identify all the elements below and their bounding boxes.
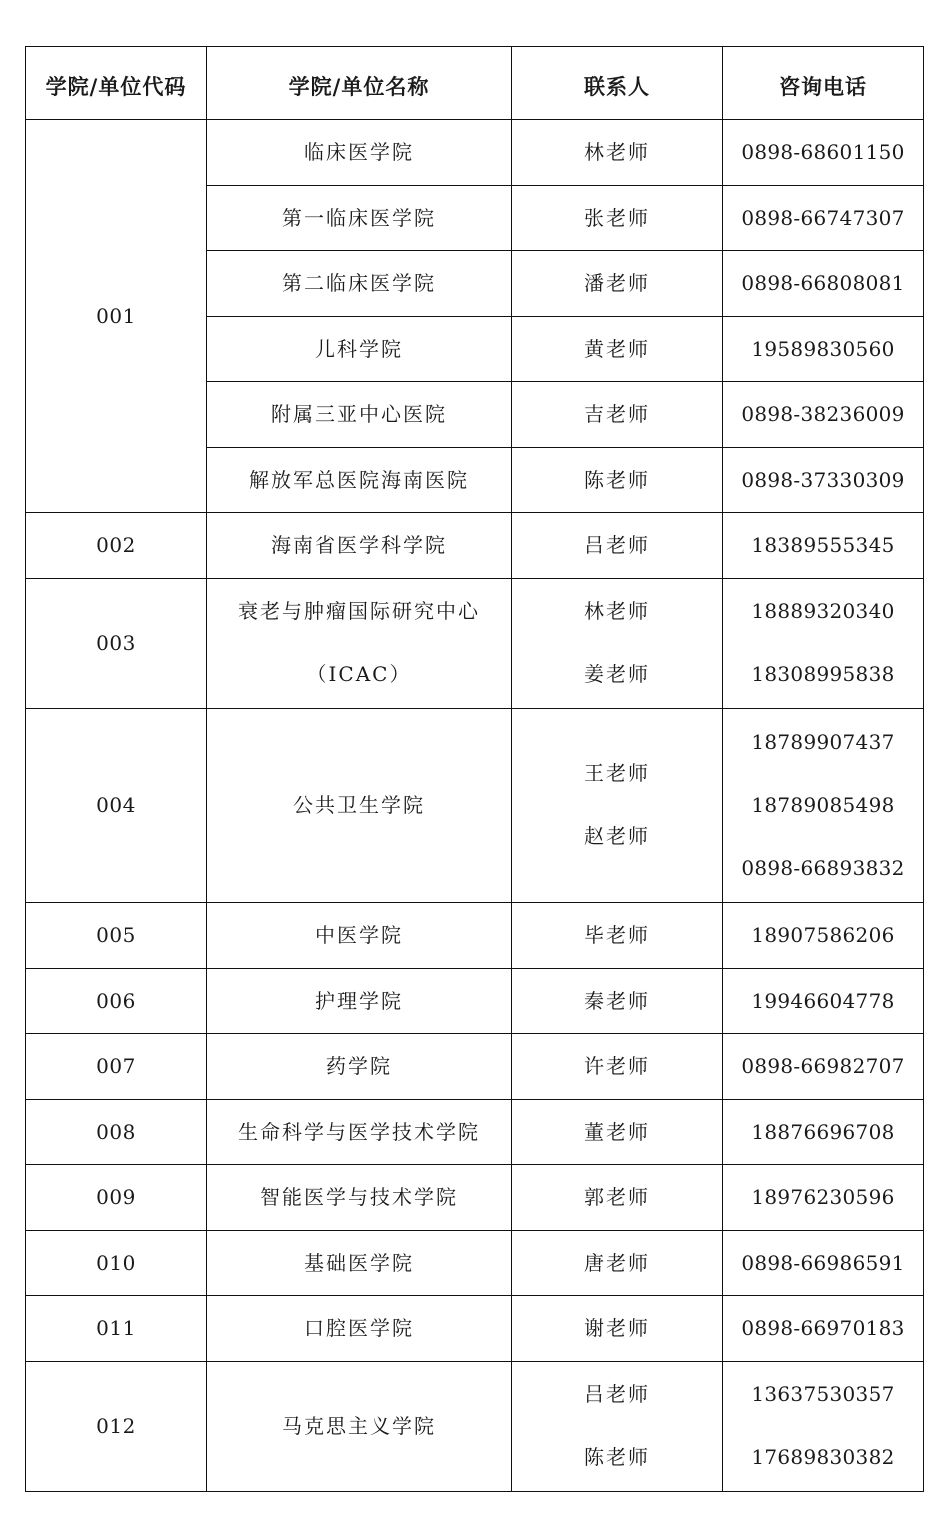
table-row [26,708,924,903]
phone-number-cell-line: 17689830382 [751,1445,895,1469]
unit-code-cell: 008 [26,1099,207,1165]
contact-person-cell [512,708,723,903]
phone-number-cell-line: 18789085498 [751,792,895,817]
contact-person-cell-line: 姜老师 [584,662,650,686]
unit-name-cell: 护理学院 [207,968,512,1034]
phone-number-cell-line: 0898-66893832 [741,855,905,880]
unit-code-cell: 011 [26,1296,207,1362]
contact-person-cell-line: 陈老师 [584,1445,650,1469]
phone-number-cell [723,708,924,903]
unit-code-cell: 006 [26,968,207,1034]
contact-person-cell [512,578,723,708]
header-row [26,47,924,120]
phone-number-cell-line: 13637530357 [751,1382,895,1406]
phone-number-cell: 18876696708 [723,1099,924,1165]
phone-number-cell: 0898-66986591 [723,1230,924,1296]
contact-person-cell: 谢老师 [512,1296,723,1362]
unit-code-cell: 001 [26,120,207,513]
phone-number-cell: 0898-38236009 [723,382,924,448]
contact-person-cell-lines [512,1363,722,1489]
unit-code-cell: 004 [26,708,207,903]
contact-person-cell: 黄老师 [512,316,723,382]
contact-person-cell: 吕老师 [512,513,723,579]
unit-name-cell: 马克思主义学院 [207,1361,512,1491]
phone-number-cell: 0898-37330309 [723,447,924,513]
unit-name-cell: 第二临床医学院 [207,251,512,317]
unit-name-cell: 中医学院 [207,903,512,969]
contact-person-cell: 唐老师 [512,1230,723,1296]
unit-code-cell: 010 [26,1230,207,1296]
unit-name-cell-line: （ICAC） [306,662,412,686]
unit-code-cell: 002 [26,513,207,579]
contact-person-cell: 许老师 [512,1034,723,1100]
contact-person-cell: 陈老师 [512,447,723,513]
unit-name-cell: 公共卫生学院 [207,708,512,903]
table-row [26,1230,924,1296]
phone-number-cell-lines [723,711,923,900]
contact-person-cell-lines [512,580,722,706]
unit-name-cell [207,578,512,708]
phone-number-cell [723,578,924,708]
unit-name-cell: 口腔医学院 [207,1296,512,1362]
unit-code-cell: 009 [26,1165,207,1231]
unit-name-cell: 基础医学院 [207,1230,512,1296]
unit-name-cell: 药学院 [207,1034,512,1100]
header-contact: 联系人 [512,47,723,120]
phone-number-cell: 0898-66747307 [723,185,924,251]
unit-name-cell: 智能医学与技术学院 [207,1165,512,1231]
contact-table [25,46,924,1492]
phone-number-cell: 0898-66970183 [723,1296,924,1362]
table-header [26,47,924,120]
phone-number-cell: 18976230596 [723,1165,924,1231]
phone-number-cell: 0898-66808081 [723,251,924,317]
unit-code-cell: 003 [26,578,207,708]
phone-number-cell-lines [723,1363,923,1489]
unit-name-cell: 第一临床医学院 [207,185,512,251]
table-row [26,1296,924,1362]
contact-person-cell-line: 赵老师 [584,824,650,849]
table-row [26,1165,924,1231]
table-row [26,513,924,579]
table-row [26,1099,924,1165]
contact-person-cell-lines [512,742,722,868]
phone-number-cell-line: 18308995838 [751,662,895,686]
table-row [26,1034,924,1100]
unit-name-cell: 临床医学院 [207,120,512,186]
unit-name-cell-lines [207,580,511,706]
table-row [26,968,924,1034]
unit-code-cell: 005 [26,903,207,969]
phone-number-cell: 18907586206 [723,903,924,969]
table-row [26,120,924,186]
phone-number-cell: 19946604778 [723,968,924,1034]
contact-person-cell-line: 吕老师 [584,1382,650,1406]
unit-name-cell: 解放军总医院海南医院 [207,447,512,513]
header-code: 学院/单位代码 [26,47,207,120]
table-body [26,120,924,1492]
unit-name-cell: 海南省医学科学院 [207,513,512,579]
unit-code-cell: 012 [26,1361,207,1491]
unit-name-cell: 附属三亚中心医院 [207,382,512,448]
contact-person-cell: 吉老师 [512,382,723,448]
unit-code-cell: 007 [26,1034,207,1100]
header-name: 学院/单位名称 [207,47,512,120]
phone-number-cell: 0898-68601150 [723,120,924,186]
contact-person-cell: 毕老师 [512,903,723,969]
contact-person-cell: 林老师 [512,120,723,186]
phone-number-cell [723,1361,924,1491]
phone-number-cell-line: 18789907437 [751,729,895,754]
contact-person-cell: 秦老师 [512,968,723,1034]
phone-number-cell-lines [723,580,923,706]
header-phone: 咨询电话 [723,47,924,120]
unit-name-cell: 生命科学与医学技术学院 [207,1099,512,1165]
contact-person-cell: 张老师 [512,185,723,251]
table-row [26,1361,924,1491]
phone-number-cell: 19589830560 [723,316,924,382]
phone-number-cell: 18389555345 [723,513,924,579]
contact-person-cell: 潘老师 [512,251,723,317]
phone-number-cell-line: 18889320340 [751,599,895,623]
table-row [26,578,924,708]
unit-name-cell: 儿科学院 [207,316,512,382]
contact-person-cell: 董老师 [512,1099,723,1165]
unit-name-cell-line: 衰老与肿瘤国际研究中心 [238,599,480,623]
contact-person-cell-line: 王老师 [584,761,650,786]
phone-number-cell: 0898-66982707 [723,1034,924,1100]
contact-person-cell-line: 林老师 [584,599,650,623]
contact-person-cell [512,1361,723,1491]
table-row [26,903,924,969]
contact-person-cell: 郭老师 [512,1165,723,1231]
